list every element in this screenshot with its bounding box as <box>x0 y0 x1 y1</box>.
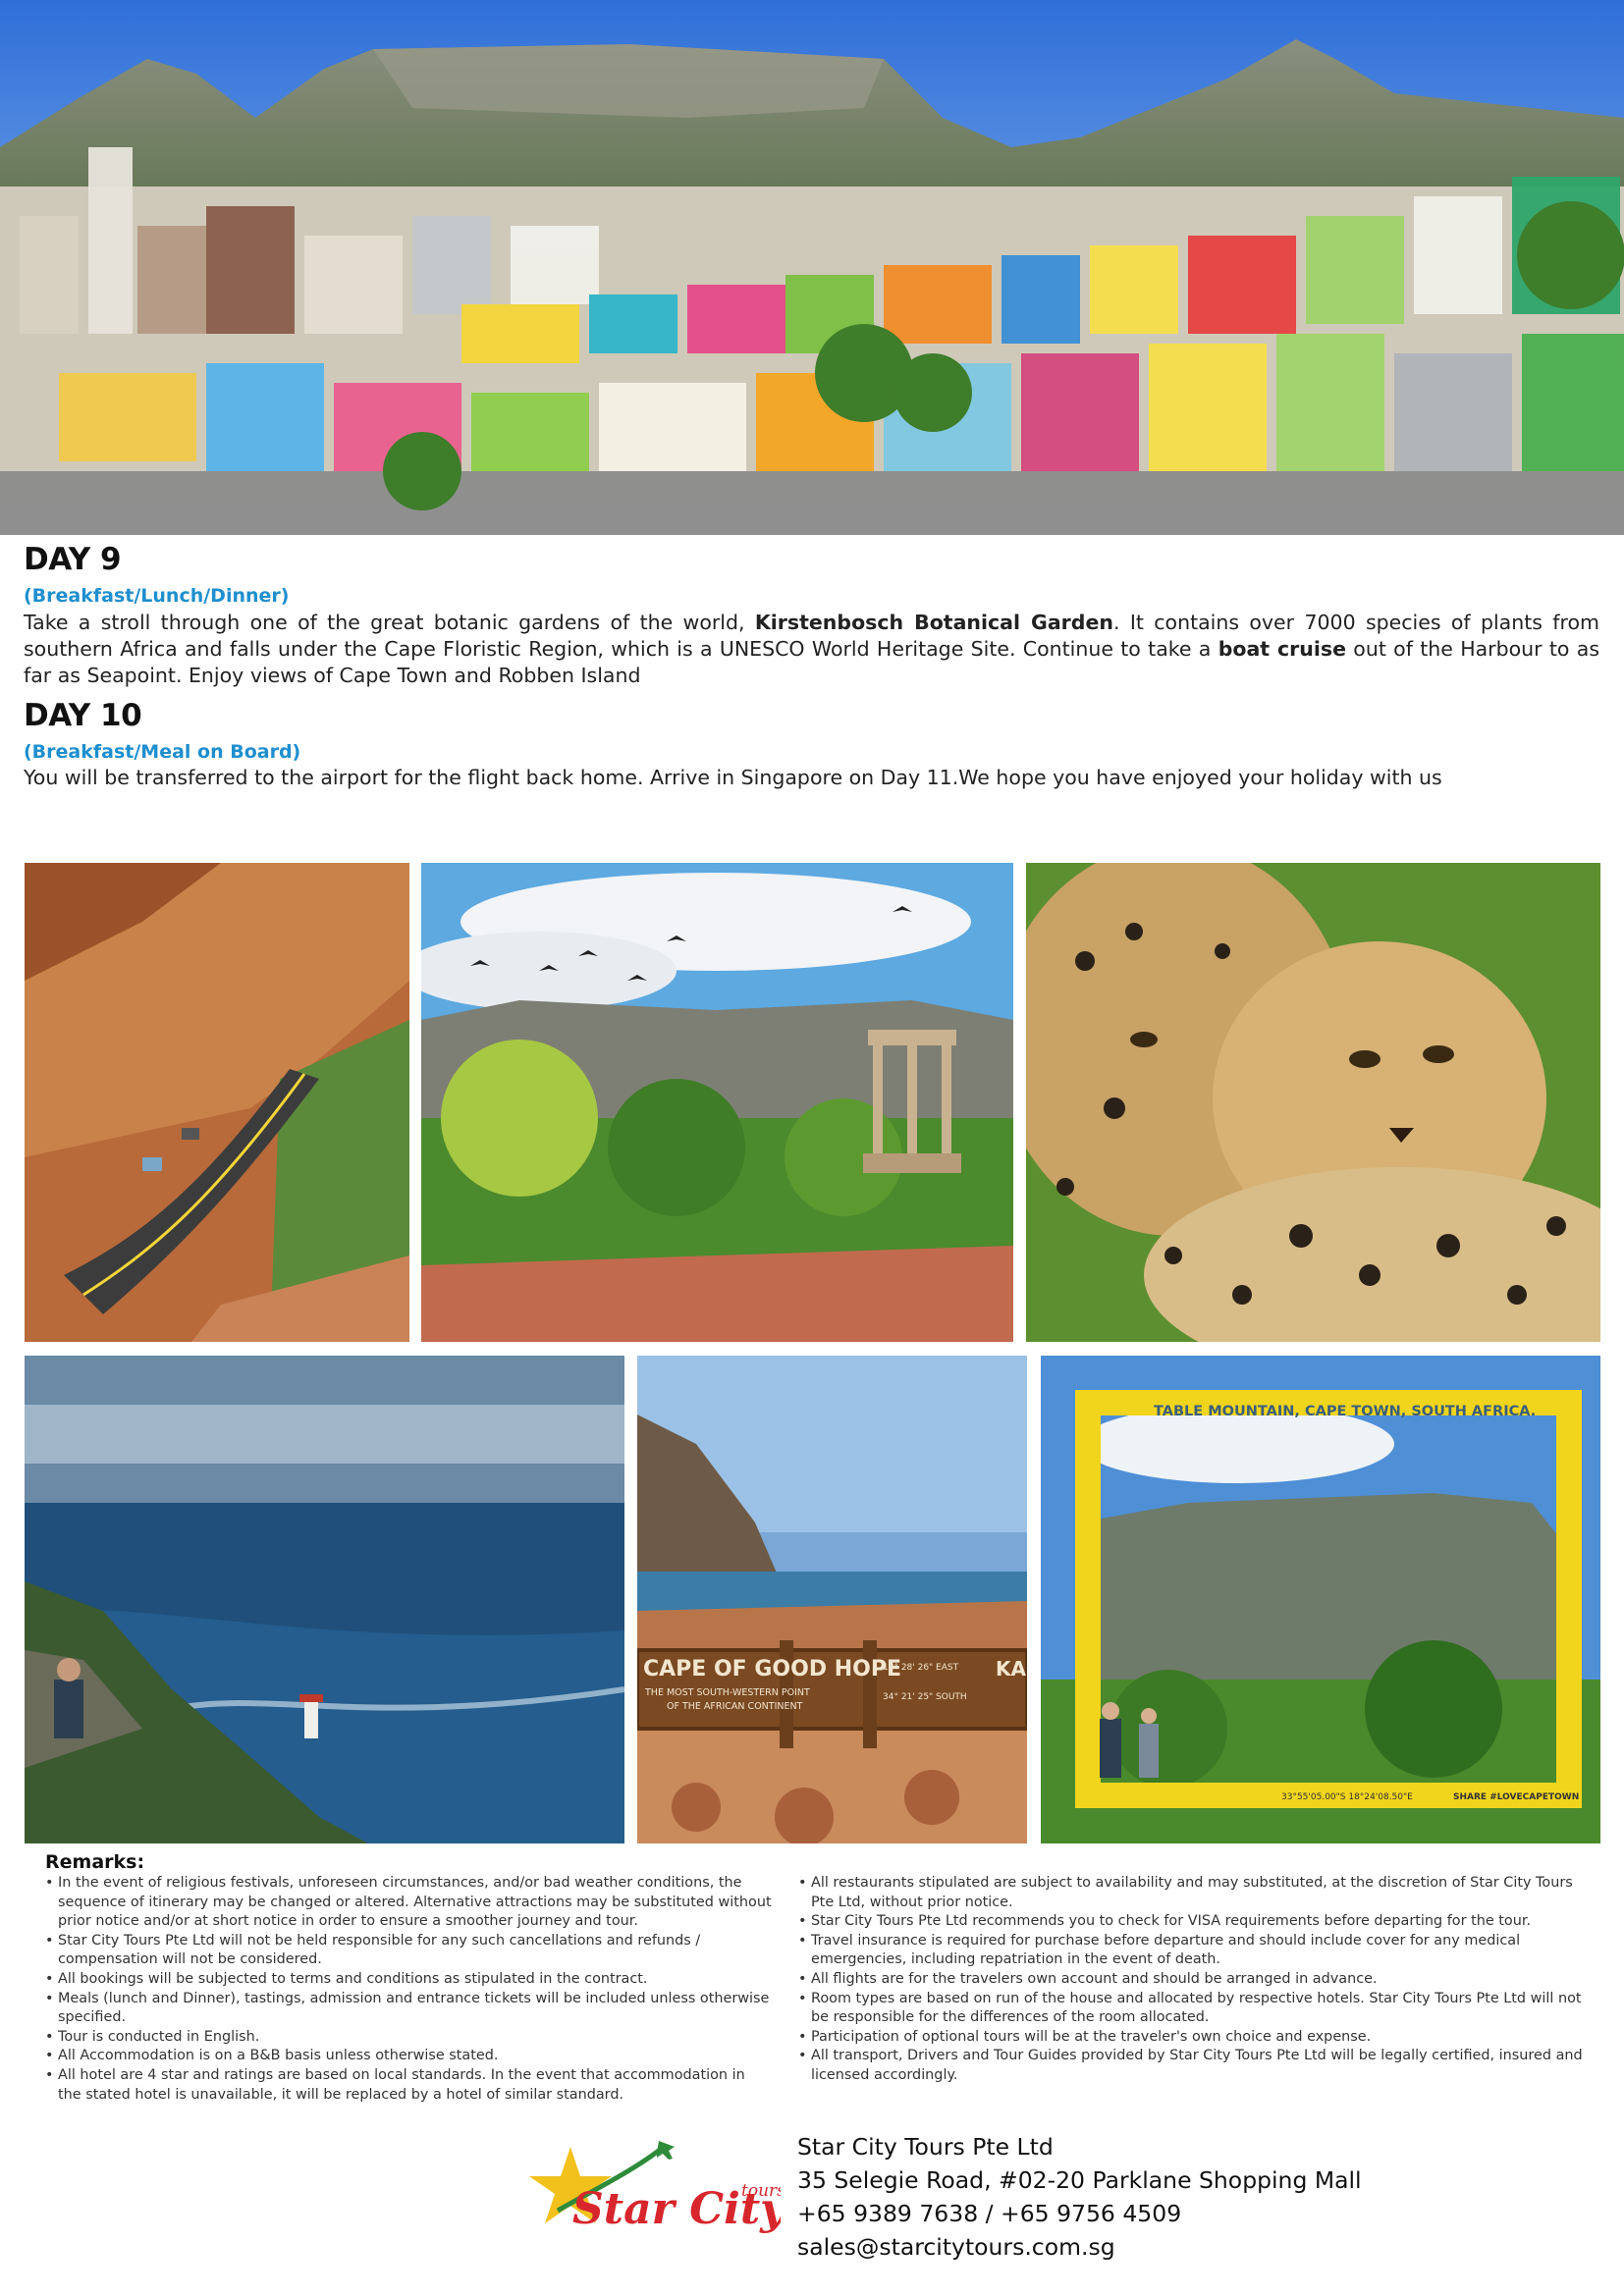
day10-meals: (Breakfast/Meal on Board) <box>24 741 301 763</box>
cape-sign-extra: KA <box>996 1657 1026 1681</box>
remark-item: • Meals (lunch and Dinner), tastings, admission and entrance tickets will be included unless otherwise specified. <box>45 1990 772 2028</box>
remarks-list-right <box>798 1874 1584 2086</box>
photo-cheetahs <box>1026 863 1600 1342</box>
remark-item: • Participation of optional tours will be at the traveler's own choice and expense. <box>798 2028 1584 2048</box>
day10-description: You will be transferred to the airport for the flight back home. Arrive in Singapore on Day 11.We hope you have enjoyed your holiday with us <box>24 766 1442 789</box>
star-city-logo <box>523 2137 781 2245</box>
day9-meals: (Breakfast/Lunch/Dinner) <box>24 585 290 607</box>
day9-kirstenbosch: Kirstenbosch Botanical Garden <box>754 611 1113 634</box>
remark-item: • Star City Tours Pte Ltd recommends you to check for VISA requirements before departing for the tour. <box>798 1912 1584 1932</box>
plane-icon <box>657 2141 675 2160</box>
remark-item: • All flights are for the travelers own account and should be arranged in advance. <box>798 1970 1584 1990</box>
remarks-list-left <box>45 1874 772 2105</box>
company-name: Star City Tours Pte Ltd <box>797 2133 1054 2161</box>
remark-item: • All restaurants stipulated are subject to availability and may substituted, at the discretion of Star City Tours Pte Ltd, without prior notice. <box>798 1874 1584 1912</box>
day9-boat-cruise: boat cruise <box>1218 637 1346 661</box>
photo-table-mountain-garden <box>421 863 1013 1342</box>
day9-text-1: Take a stroll through one of the great botanic gardens of the world, <box>24 611 755 634</box>
cape-sign-subtitle-1: THE MOST SOUTH-WESTERN POINT <box>645 1687 810 1698</box>
remarks-title: Remarks: <box>45 1851 145 1873</box>
remark-item: • Tour is conducted in English. <box>45 2028 772 2048</box>
remark-item: • All hotel are 4 star and ratings are based on local standards. In the event that accommodation in the stated hotel is unavailable, it will be replaced by a hotel of similar standard. <box>45 2066 772 2105</box>
day9-text-2: . It contains over 7000 species of plants from southern Africa and falls under the Cape Floristic Region, which is a UNESCO World Heritage Site. Continue to take a <box>24 611 1600 661</box>
remark-item: • In the event of religious festivals, unforeseen circumstances, and/or bad weather conditions, the sequence of itinerary may be changed or altered. Alternative attractions may be substituted without prior notice and/or at short notice in order to ensure a smoother journey and tour. <box>45 1874 772 1932</box>
day10-title: DAY 10 <box>24 698 142 733</box>
remark-item: • Star City Tours Pte Ltd will not be held responsible for any such cancellations and refunds / compensation will not be considered. <box>45 1932 772 1970</box>
hero-image-cape-town <box>0 0 1624 535</box>
remark-item: • All Accommodation is on a B&B basis unless otherwise stated. <box>45 2047 772 2066</box>
photo-cape-of-good-hope-sign <box>637 1356 1027 1843</box>
frame-title: TABLE MOUNTAIN, CAPE TOWN, SOUTH AFRICA. <box>1154 1404 1537 1419</box>
day9-text-3: out of the Harbour to as far as Seapoint. Enjoy views of Cape Town and Robben Island <box>24 637 1599 687</box>
remark-item: • All transport, Drivers and Tour Guides provided by Star City Tours Pte Ltd will be legally certified, insured and licensed accordingly. <box>798 2047 1584 2085</box>
remark-item: • All bookings will be subjected to terms and conditions as stipulated in the contract. <box>45 1970 772 1990</box>
frame-hashtag: SHARE #LOVECAPETOWN <box>1453 1792 1580 1802</box>
cape-sign-coord-south: 34° 21' 25" SOUTH <box>883 1692 967 1702</box>
day9-title: DAY 9 <box>24 542 122 577</box>
day9-description <box>24 610 1599 689</box>
cape-sign-title: CAPE OF GOOD HOPE <box>643 1657 902 1682</box>
remark-item: • Travel insurance is required for purchase before departure and should include cover for any medical emergencies, including repatriation in the event of death. <box>798 1932 1584 1970</box>
company-phone[interactable]: +65 9389 7638 / +65 9756 4509 <box>797 2200 1182 2227</box>
logo-text: Star City <box>572 2184 781 2234</box>
cape-sign-subtitle-2: OF THE AFRICAN CONTINENT <box>667 1701 803 1712</box>
remark-item: • Room types are based on run of the house and allocated by respective hotels. Star City Tours Pte Ltd will not be responsible for the differences of the room allocated. <box>798 1990 1584 2028</box>
cape-sign-coord-east: 18° 28' 26" EAST <box>883 1663 959 1673</box>
frame-coordinates: 33°55'05.00"S 18°24'08.50"E <box>1281 1792 1413 1802</box>
company-email[interactable]: sales@starcitytours.com.sg <box>797 2233 1115 2261</box>
company-address: 35 Selegie Road, #02-20 Parklane Shopping Mall <box>797 2166 1362 2194</box>
photo-chapmans-peak-road <box>25 863 409 1342</box>
photo-cape-point-ocean <box>25 1356 624 1843</box>
contact-block <box>797 2130 1362 2264</box>
photo-table-mountain-frame <box>1041 1356 1600 1843</box>
logo-sub: tour <box>741 2181 778 2201</box>
